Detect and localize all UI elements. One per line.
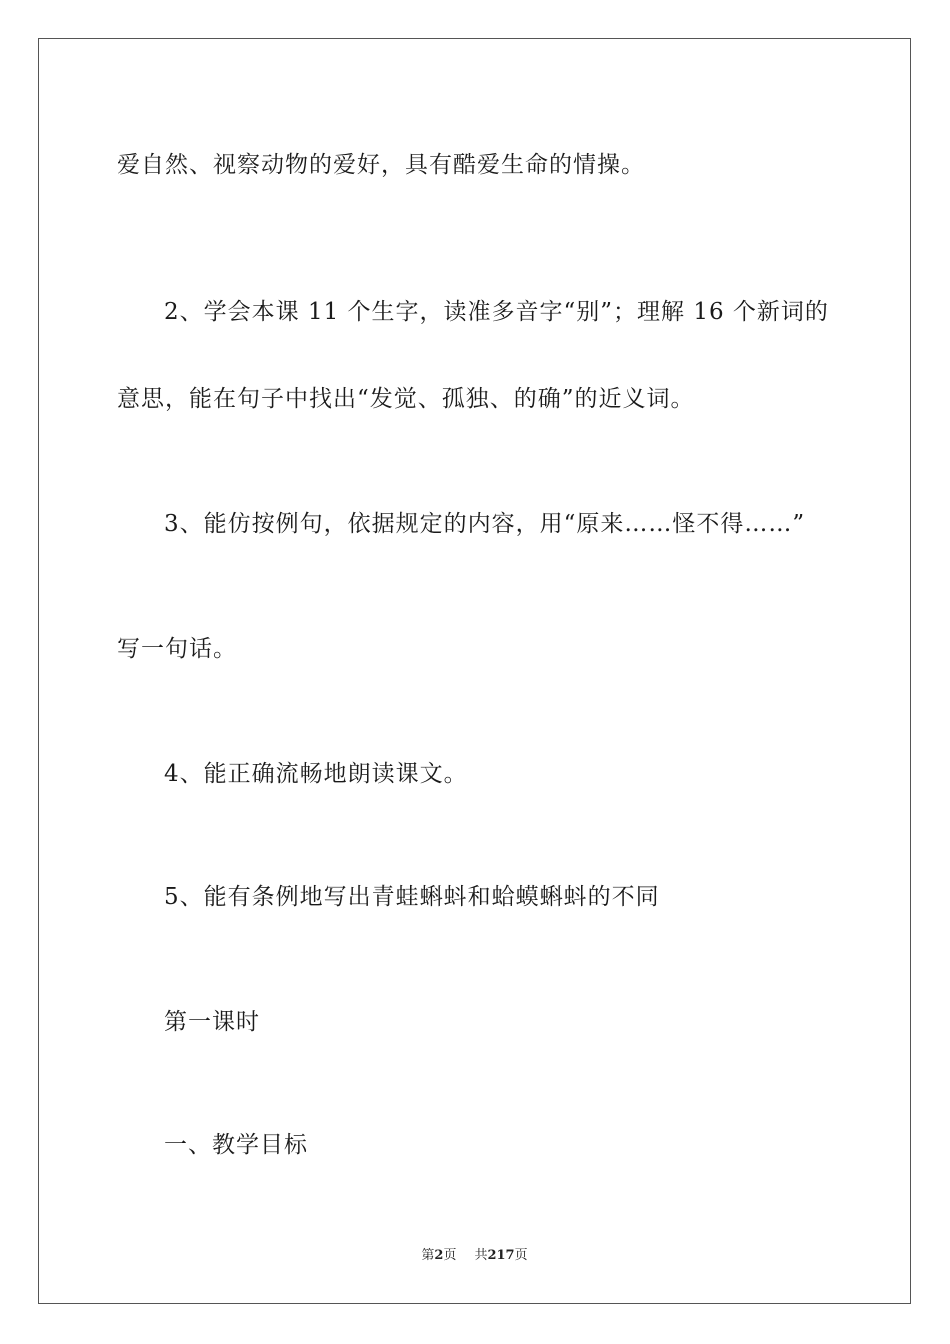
text-line-5: 写一句话。 <box>117 636 237 662</box>
text-line-4: 3、能仿按例句，依据规定的内容，用“原来……怪不得……” <box>164 511 806 537</box>
text-line-6: 4、能正确流畅地朗读课文。 <box>164 761 468 787</box>
page-suffix: 页 <box>443 1248 457 1263</box>
total-pages: 217 <box>487 1248 515 1263</box>
total-prefix: 共 <box>474 1248 488 1263</box>
text-line-2: 2、学会本课 11 个生字，读准多音字“别”；理解 16 个新词的 <box>164 299 829 325</box>
page-prefix: 第 <box>421 1248 435 1263</box>
text-line-1: 爱自然、视察动物的爱好，具有酷爱生命的情操。 <box>117 152 645 178</box>
section-heading: 第一课时 <box>164 1009 260 1035</box>
text-line-7: 5、能有条例地写出青蛙蝌蚪和蛤蟆蝌蚪的不同 <box>164 884 660 910</box>
page-footer <box>39 1247 910 1265</box>
page-frame <box>38 38 911 1304</box>
subsection-heading: 一、教学目标 <box>164 1132 308 1158</box>
page-number: 2 <box>434 1248 444 1263</box>
text-line-3: 意思，能在句子中找出“发觉、孤独、的确”的近义词。 <box>117 386 695 412</box>
total-suffix: 页 <box>514 1248 528 1263</box>
